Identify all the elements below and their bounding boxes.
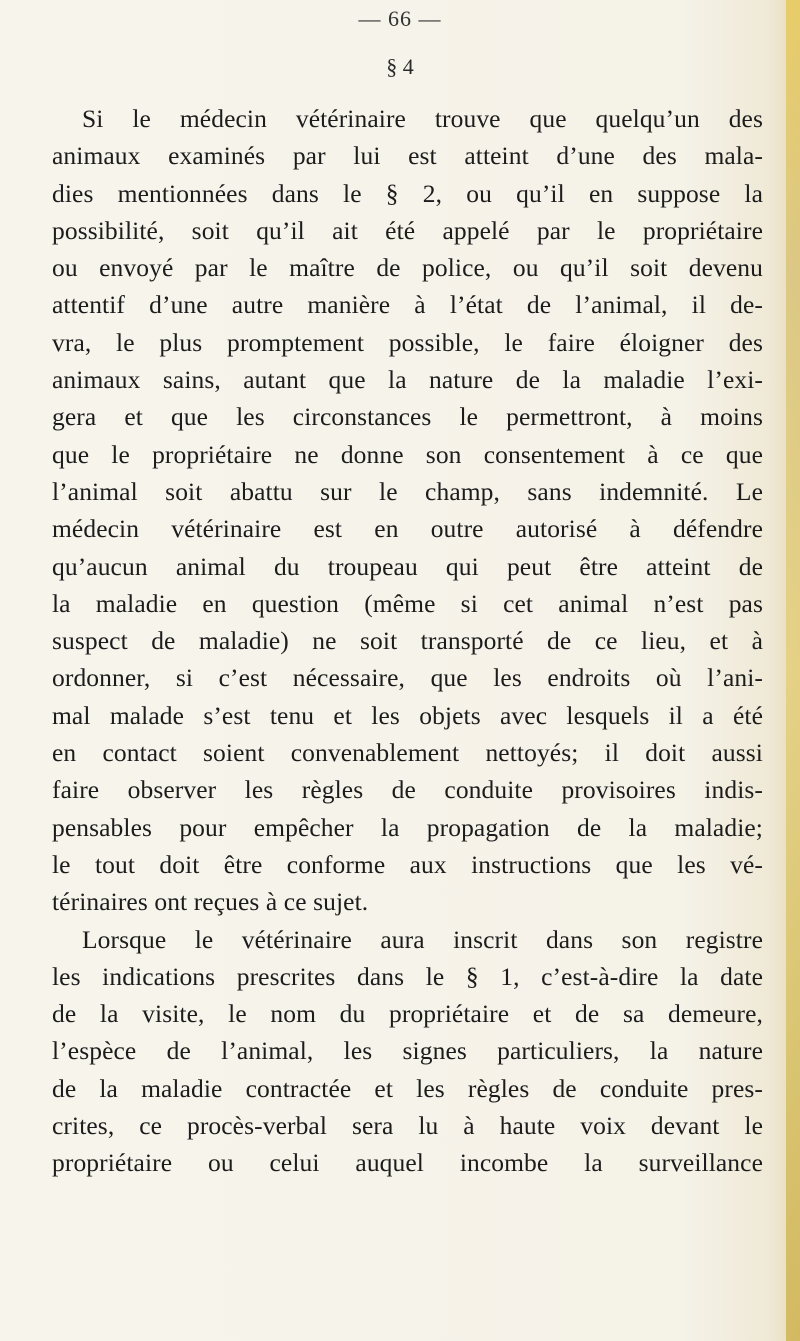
- text-line: médecin vétérinaire est en outre autorisé à défendre: [52, 514, 763, 544]
- text-line: dies mentionnées dans le § 2, ou qu’il en suppose la: [52, 178, 763, 208]
- text-line: qu’aucun animal du troupeau qui peut être atteint de: [52, 551, 763, 581]
- section-heading: § 4: [386, 54, 414, 79]
- body-text: [52, 100, 763, 1182]
- text-line: ordonner, si c’est nécessaire, que les endroits où l’ani-: [52, 663, 763, 693]
- text-line: gera et que les circonstances le permettront, à moins: [52, 402, 763, 432]
- text-line: la maladie en question (même si cet animal n’est pas: [52, 588, 763, 618]
- text-line: que le propriétaire ne donne son consentement à ce que: [52, 439, 763, 469]
- text-line: les indications prescrites dans le § 1, c’est-à-dire la date: [52, 961, 763, 991]
- text-line: Si le médecin vétérinaire trouve que quelqu’un des: [82, 104, 763, 133]
- text-line: le tout doit être conforme aux instructions que les vé-: [52, 849, 763, 879]
- text-line: propriétaire ou celui auquel incombe la surveillance: [52, 1148, 763, 1178]
- text-line: crites, ce procès-verbal sera lu à haute voix devant le: [52, 1111, 763, 1141]
- text-line: animaux examinés par lui est atteint d’une des mala-: [52, 141, 763, 171]
- text-line: attentif d’une autre manière à l’état de l’animal, il de-: [52, 290, 763, 320]
- text-line: de la maladie contractée et les règles de conduite pres-: [52, 1073, 763, 1103]
- page-edge-stain: [786, 0, 800, 1341]
- text-line: mal malade s’est tenu et les objets avec lesquels il a été: [52, 700, 763, 730]
- text-line: ou envoyé par le maître de police, ou qu’il soit devenu: [52, 253, 763, 283]
- text-line: animaux sains, autant que la nature de la maladie l’exi-: [52, 365, 763, 395]
- text-line: suspect de maladie) ne soit transporté de ce lieu, et à: [52, 626, 763, 656]
- page-number: — 66 —: [358, 6, 442, 31]
- text-line: possibilité, soit qu’il ait été appelé par le propriétaire: [52, 215, 763, 245]
- text-line: pensables pour empêcher la propagation de la maladie;: [52, 812, 763, 842]
- text-line: en contact soient convenablement nettoyés; il doit aussi: [52, 738, 763, 768]
- text-line: térinaires ont reçues à ce sujet.: [52, 887, 369, 917]
- text-line: faire observer les règles de conduite provisoires indis-: [52, 775, 763, 805]
- text-line: l’animal soit abattu sur le champ, sans indemnité. Le: [52, 476, 763, 506]
- text-line: l’espèce de l’animal, les signes particuliers, la nature: [52, 1036, 763, 1066]
- text-line: Lorsque le vétérinaire aura inscrit dans son registre: [82, 924, 763, 954]
- text-line: de la visite, le nom du propriétaire et de sa demeure,: [52, 999, 763, 1029]
- text-line: vra, le plus promptement possible, le faire éloigner des: [52, 327, 763, 357]
